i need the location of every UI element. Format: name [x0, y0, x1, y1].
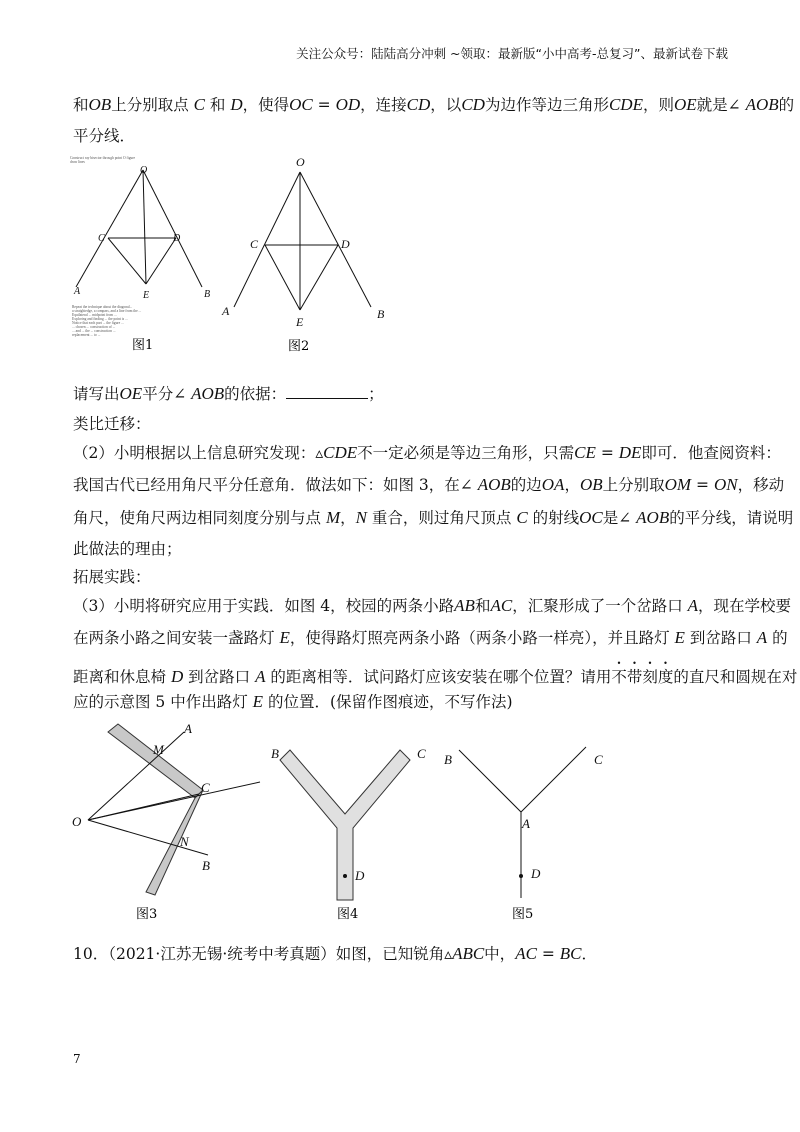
caption-fig1: 图1: [132, 338, 154, 352]
label-C: C: [594, 752, 603, 767]
paragraph-line-1: [73, 94, 794, 116]
label-B: B: [204, 289, 211, 300]
math-AOB: AOB: [745, 95, 779, 114]
text: 的: [767, 629, 788, 647]
math-A: A: [756, 628, 768, 647]
math-C: C: [516, 508, 528, 527]
math-CD: CD: [461, 95, 485, 114]
text: 平分∠: [142, 385, 192, 403]
text: ，以: [430, 96, 462, 114]
tiny-note: Repeat the technique about the diagonal...: [72, 305, 133, 309]
math-AOB: AOB: [477, 475, 511, 494]
text: ，移动: [737, 476, 785, 494]
math-OA: OA: [541, 475, 565, 494]
math-OC: OC: [579, 508, 603, 527]
text: 在两条小路之间安装一盏路灯: [73, 629, 280, 647]
text: 到岔路口: [684, 629, 757, 647]
math-OB: OB: [579, 475, 603, 494]
text: 是∠: [602, 509, 637, 527]
math-CDE: CDE: [323, 443, 358, 462]
text: 的依据：: [224, 385, 287, 403]
math-eq: =: [312, 96, 336, 114]
label-C: C: [98, 233, 105, 244]
page-number: 7: [73, 1052, 81, 1066]
math-BC: BC: [559, 944, 582, 963]
emphasis-text: 不带刻度: [611, 668, 674, 686]
segment-CE: [265, 245, 300, 310]
ray-OB: [88, 820, 208, 855]
label-B: B: [271, 746, 279, 761]
paragraph-line: [73, 691, 513, 713]
text: 我国古代已经用角尺平分任意角．做法如下：如图 3，在∠: [73, 476, 478, 494]
problem-10: [73, 943, 597, 965]
math-D: D: [230, 95, 243, 114]
text: 的: [778, 96, 795, 114]
paragraph-line: [73, 627, 788, 649]
segment-DE: [146, 238, 176, 284]
math-CE: CE: [574, 443, 596, 462]
section-heading: 类比迁移：: [73, 415, 151, 433]
caption-fig2: 图2: [288, 339, 310, 354]
tiny-note: ... and ... the ... construction ...: [72, 329, 116, 333]
figure-2: [220, 150, 400, 360]
text: ，现在学校要: [698, 597, 792, 615]
label-B: B: [202, 858, 210, 873]
label-E: E: [143, 290, 150, 301]
question-line: [73, 383, 384, 405]
math-CDE: CDE: [608, 95, 643, 114]
math-OC: OC: [289, 95, 313, 114]
label-C: C: [417, 746, 426, 761]
math-eq: =: [536, 945, 560, 963]
tiny-note: ... chosen ... construction of ...: [72, 325, 116, 329]
paragraph-line-2: 平分线．: [73, 127, 136, 145]
tiny-note: Equilateral ... midpoint from ...: [72, 313, 117, 317]
paragraph-line: [73, 595, 791, 617]
text: 为边作等边三角形: [484, 96, 609, 114]
text: ，使得: [242, 96, 290, 114]
math-eq: =: [595, 444, 619, 462]
math-OE: OE: [119, 384, 143, 403]
text: 和: [73, 96, 89, 114]
text: 的平分线，请说明: [669, 509, 794, 527]
text: 的距离相等．试问路灯应该安装在哪个位置？请用: [265, 668, 612, 686]
text: 中，: [484, 945, 516, 963]
paragraph-line: [73, 474, 784, 496]
label-A: A: [74, 286, 81, 297]
math-CD: CD: [406, 95, 431, 114]
label-B: B: [444, 752, 452, 767]
ray-OA: [76, 170, 143, 287]
label-C: C: [201, 780, 210, 795]
math-N: N: [355, 508, 367, 527]
text: 10．（2021·江苏无锡·统考中考真题）如图，已知锐角▵: [73, 945, 453, 963]
text: ；: [368, 385, 384, 403]
label-O: O: [296, 155, 305, 169]
tiny-note: Notice that each part ... the figure ...: [72, 321, 124, 325]
paragraph-line: [73, 507, 793, 529]
math-E: E: [279, 628, 290, 647]
text: 的位置．(保留作图痕迹，不写作法): [263, 693, 513, 711]
math-AOB: AOB: [191, 384, 225, 403]
text: 应的示意图 5 中作出路灯: [73, 693, 253, 711]
text: 请写出: [73, 385, 120, 403]
figure-1: [70, 152, 230, 352]
text: 和: [474, 597, 491, 615]
page-header: 关注公众号：陆陆高分冲刺 ~领取：最新版“小中高考-总复习”、最新试卷下载: [296, 46, 728, 61]
text: （3）小明将研究应用于实践．如图 4，校园的两条小路: [73, 597, 455, 615]
ray-AB: [459, 750, 521, 812]
math-OB: OB: [88, 95, 112, 114]
point-D: [519, 874, 523, 878]
text: ，则: [642, 96, 674, 114]
text: 上分别取: [602, 476, 665, 494]
text: 距离和休息椅: [73, 668, 171, 686]
segment-OC: [88, 794, 199, 820]
math-ABC: ABC: [452, 944, 485, 963]
tiny-note: draw lines: [70, 160, 85, 164]
segment-DE: [300, 245, 338, 310]
text: 不一定必须是等边三角形，只需: [357, 444, 575, 462]
segment-OE: [143, 170, 146, 284]
figure-4: [265, 738, 445, 928]
text: 到岔路口: [183, 668, 256, 686]
label-B: B: [377, 307, 385, 321]
tiny-note: replacement ... to ...: [72, 333, 101, 337]
tiny-note: a straightedge, a compass, and a line from the ...: [72, 309, 142, 313]
math-OM: OM: [664, 475, 692, 494]
tiny-note: Construct ray bisector through point O figure: [70, 156, 136, 160]
text: 重合，则过角尺顶点: [366, 509, 517, 527]
math-E: E: [252, 692, 264, 711]
label-O: O: [140, 165, 148, 176]
ray-AC: [521, 747, 586, 812]
math-eq: =: [691, 476, 714, 494]
figure-5: [438, 738, 618, 928]
label-C: C: [250, 237, 259, 251]
math-AC: AC: [490, 596, 513, 615]
math-AC: AC: [515, 944, 537, 963]
text: 的直尺和圆规在对: [673, 668, 798, 686]
ray-OB: [300, 172, 371, 307]
text: ，汇聚形成了一个岔路口: [512, 597, 688, 615]
answer-blank[interactable]: [286, 384, 368, 399]
point-D: [343, 874, 347, 878]
math-ON: ON: [713, 475, 738, 494]
caption-fig3: 图3: [136, 907, 158, 920]
label-A: A: [222, 304, 230, 318]
text: 的边: [510, 476, 542, 494]
math-OD: OD: [335, 95, 361, 114]
text: 即可．他查阅资料：: [641, 444, 781, 462]
math-DE: DE: [618, 443, 642, 462]
text: 角尺，使角尺两边相同刻度分别与点: [73, 509, 326, 527]
label-A: A: [522, 816, 530, 831]
label-D: D: [173, 233, 181, 244]
label-E: E: [296, 315, 304, 329]
paragraph-line: 此做法的理由；: [73, 540, 182, 558]
ray-OA: [234, 172, 300, 307]
math-AB: AB: [454, 596, 475, 615]
math-E: E: [674, 628, 685, 647]
tiny-note: Exploring and finding ... the point is ...: [72, 317, 128, 321]
math-A: A: [255, 667, 266, 686]
label-M: M: [153, 742, 164, 757]
segment-CE: [108, 238, 146, 284]
text: ，: [340, 509, 356, 527]
label-N: N: [180, 834, 189, 849]
text: ，: [564, 476, 580, 494]
label-A: A: [184, 721, 192, 736]
label-D: D: [355, 868, 365, 883]
label-D: D: [341, 237, 350, 251]
figure-3: [68, 720, 268, 920]
text: （2）小明根据以上信息研究发现：▵: [73, 444, 324, 462]
math-D: D: [170, 667, 184, 686]
ray-OB: [143, 170, 202, 287]
math-A: A: [687, 596, 699, 615]
paragraph-line: [73, 442, 781, 464]
section-heading: 拓展实践：: [73, 568, 151, 586]
text: ．: [581, 945, 598, 963]
math-M: M: [325, 508, 341, 527]
math-OE: OE: [673, 95, 697, 114]
paragraph-line: [73, 659, 797, 688]
math-C: C: [193, 95, 205, 114]
math-AOB: AOB: [636, 508, 670, 527]
text: ，连接: [360, 96, 407, 114]
label-O: O: [72, 814, 82, 829]
text: 的射线: [527, 509, 580, 527]
caption-fig5: 图5: [512, 907, 534, 922]
label-D: D: [531, 866, 541, 881]
text: 就是∠: [696, 96, 746, 114]
text: 和: [204, 96, 231, 114]
caption-fig4: 图4: [337, 907, 359, 922]
text: 上分别取点: [111, 96, 194, 114]
text: ，使得路灯照亮两条小路（两条小路一样亮），并且路灯: [289, 629, 675, 647]
